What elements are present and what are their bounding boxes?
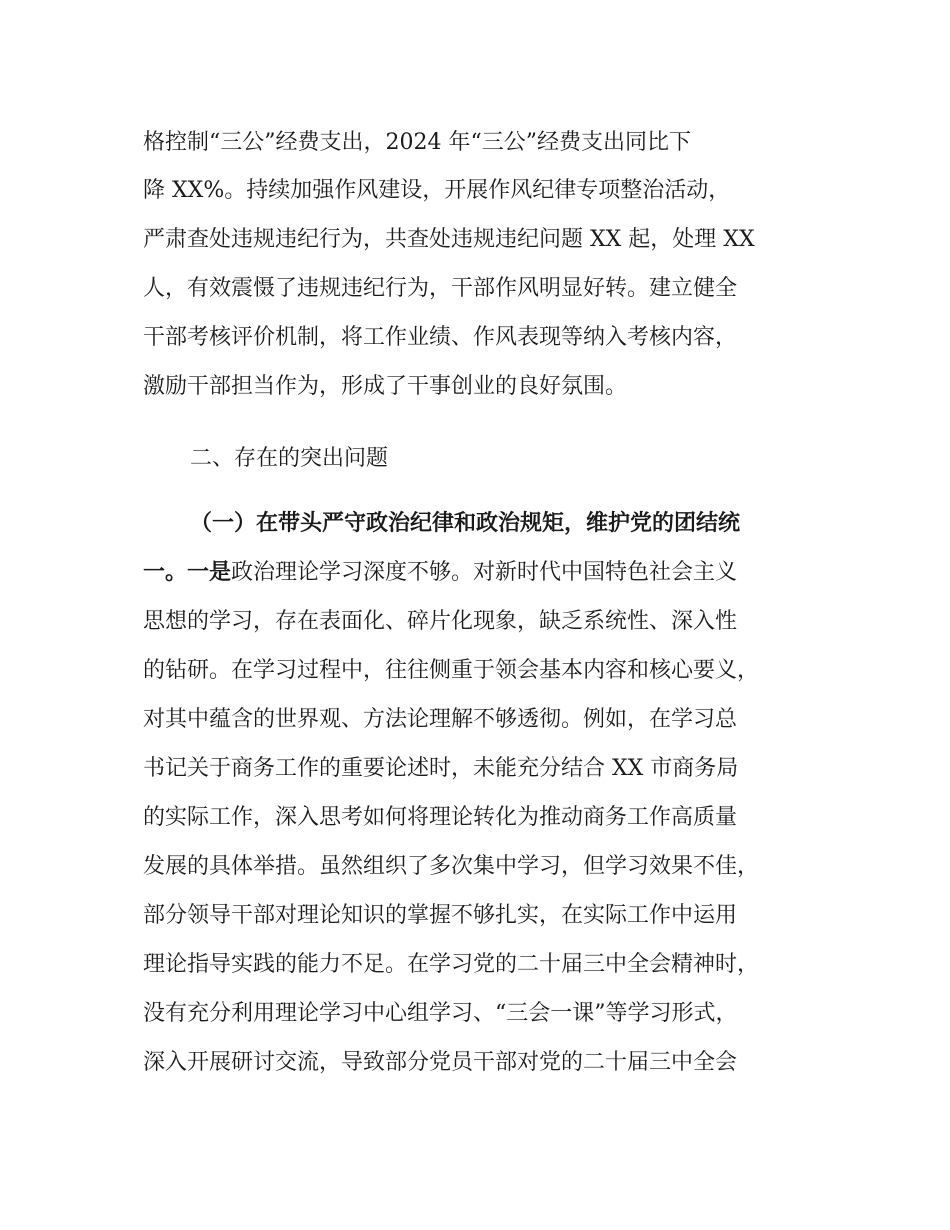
paragraph-line: 格控制“三公”经费支出，2024 年“三公”经费支出同比下 bbox=[143, 130, 691, 155]
paragraph-line: 书记关于商务工作的重要论述时，未能充分结合 XX 市商务局 bbox=[143, 756, 739, 781]
paragraph-line: 人，有效震慑了违规违纪行为，干部作风明显好转。建立健全 bbox=[143, 276, 738, 301]
section-heading: 二、存在的突出问题 bbox=[190, 446, 389, 471]
paragraph-line: 的实际工作，深入思考如何将理论转化为推动商务工作高质量 bbox=[143, 805, 738, 830]
paragraph-line: 思想的学习，存在表面化、碎片化现象，缺乏系统性、深入性 bbox=[143, 609, 738, 634]
paragraph-line-mixed bbox=[143, 558, 737, 588]
paragraph-line: 对其中蕴含的世界观、方法论理解不够透彻。例如，在学习总 bbox=[143, 707, 738, 732]
paragraph-line: 干部考核评价机制，将工作业绩、作风表现等纳入考核内容， bbox=[143, 325, 738, 350]
paragraph-line: 严肃查处违规违纪行为，共查处违规违纪问题 XX 起，处理 XX bbox=[143, 227, 755, 252]
sub-heading: （一）在带头严守政治纪律和政治规矩，维护党的团结统 bbox=[190, 511, 741, 536]
paragraph-line: 降 XX%。持续加强作风建设，开展作风纪律专项整治活动， bbox=[143, 178, 731, 203]
paragraph-text: 政治理论学习深度不够。对新时代中国特色社会主义 bbox=[231, 560, 738, 585]
paragraph-line: 深入开展研讨交流，导致部分党员干部对党的二十届三中全会 bbox=[143, 1050, 738, 1075]
paragraph-line: 激励干部担当作为，形成了干事创业的良好氛围。 bbox=[143, 374, 628, 399]
paragraph-line: 发展的具体举措。虽然组织了多次集中学习，但学习效果不佳， bbox=[143, 854, 760, 879]
paragraph-line: 部分领导干部对理论知识的掌握不够扎实，在实际工作中运用 bbox=[143, 903, 738, 928]
paragraph-line: 理论指导实践的能力不足。在学习党的二十届三中全会精神时， bbox=[143, 952, 760, 977]
paragraph-line: 没有充分利用理论学习中心组学习、“三会一课”等学习形式， bbox=[143, 1001, 738, 1026]
paragraph-line: 的钻研。在学习过程中，往往侧重于领会基本内容和核心要义， bbox=[143, 658, 760, 683]
sub-heading-continuation: 一。一是 bbox=[143, 560, 232, 585]
